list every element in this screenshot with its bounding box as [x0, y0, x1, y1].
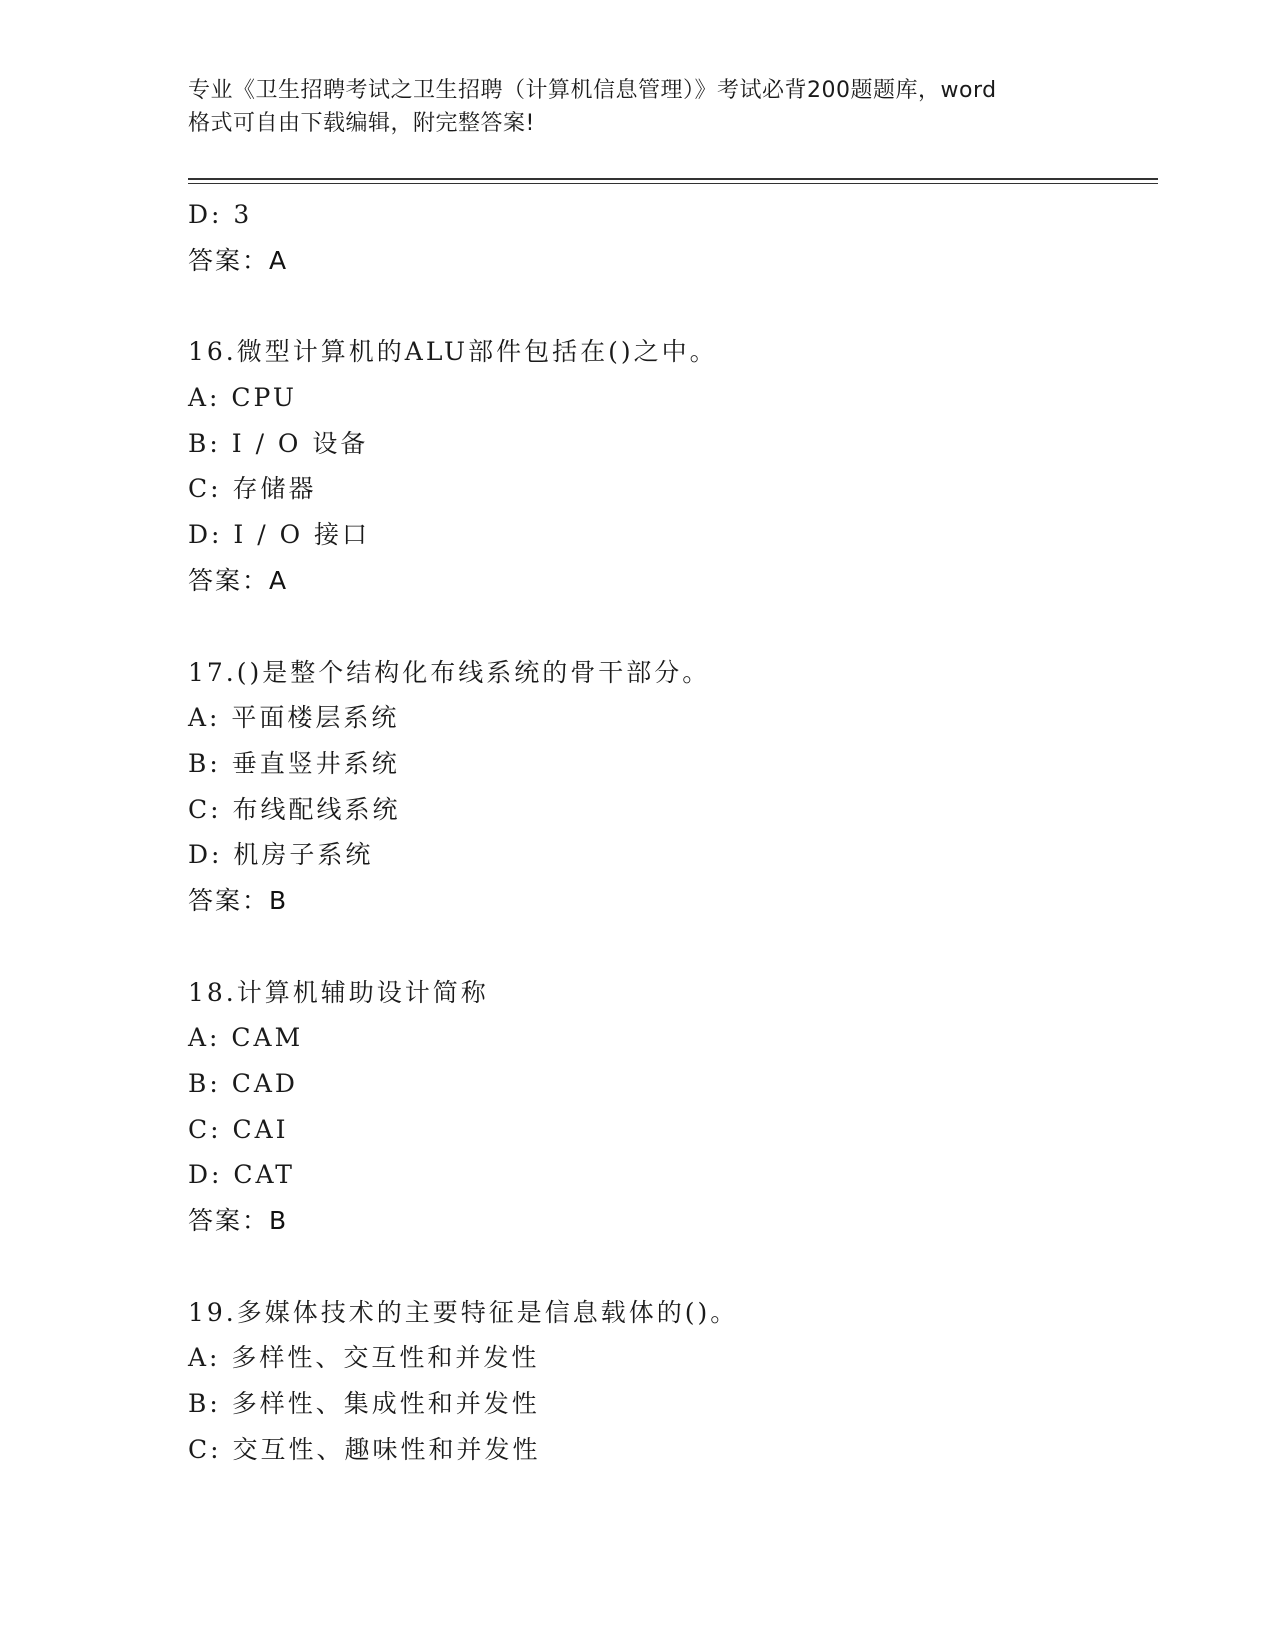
question-stem: 18.计算机辅助设计简称 [188, 977, 489, 1007]
option-c: C: 布线配线系统 [188, 794, 401, 824]
option-d: D: 机房子系统 [188, 840, 374, 870]
option-b: B: I / O 设备 [188, 428, 369, 458]
question-18 [188, 970, 1158, 1244]
option-b: B: 垂直竖井系统 [188, 748, 400, 778]
header-line-1: 专业《卫生招聘考试之卫生招聘（计算机信息管理）》考试必背200题题库，word [188, 78, 997, 103]
header-line-2: 格式可自由下载编辑，附完整答案! [188, 111, 535, 136]
header-divider-thick [188, 178, 1158, 180]
option-d: D: I / O 接口 [188, 520, 371, 550]
header-divider-thin [188, 183, 1158, 184]
option-d: D: 3 [188, 200, 253, 229]
option-a: A: CAM [188, 1023, 304, 1053]
spacer [188, 604, 1158, 650]
spacer [188, 924, 1158, 970]
question-19 [188, 1290, 1158, 1473]
option-a: A: CPU [188, 383, 298, 413]
answer-line: 答案：B [188, 885, 289, 915]
question-16 [188, 329, 1158, 603]
option-b: B: 多样性、集成性和并发性 [188, 1389, 540, 1419]
question-list [188, 192, 1158, 1473]
option-c: C: 存储器 [188, 474, 317, 504]
document-header [188, 74, 1088, 140]
option-c: C: 交互性、趣味性和并发性 [188, 1434, 541, 1464]
spacer [188, 283, 1158, 329]
option-d: D: CAT [188, 1160, 295, 1190]
option-a: A: 平面楼层系统 [188, 703, 400, 733]
option-b: B: CAD [188, 1069, 298, 1098]
option-c: C: CAI [188, 1114, 289, 1144]
question-17 [188, 650, 1158, 924]
question-stem: 19.多媒体技术的主要特征是信息载体的()。 [188, 1297, 739, 1327]
question-stem: 16.微型计算机的ALU部件包括在()之中。 [188, 337, 718, 367]
spacer [188, 1244, 1158, 1290]
answer-line: 答案：B [188, 1206, 289, 1236]
answer-line: 答案：A [188, 245, 289, 275]
option-a: A: 多样性、交互性和并发性 [188, 1343, 540, 1373]
answer-line: 答案：A [188, 565, 289, 595]
question-stem: 17.()是整个结构化布线系统的骨干部分。 [188, 657, 711, 687]
